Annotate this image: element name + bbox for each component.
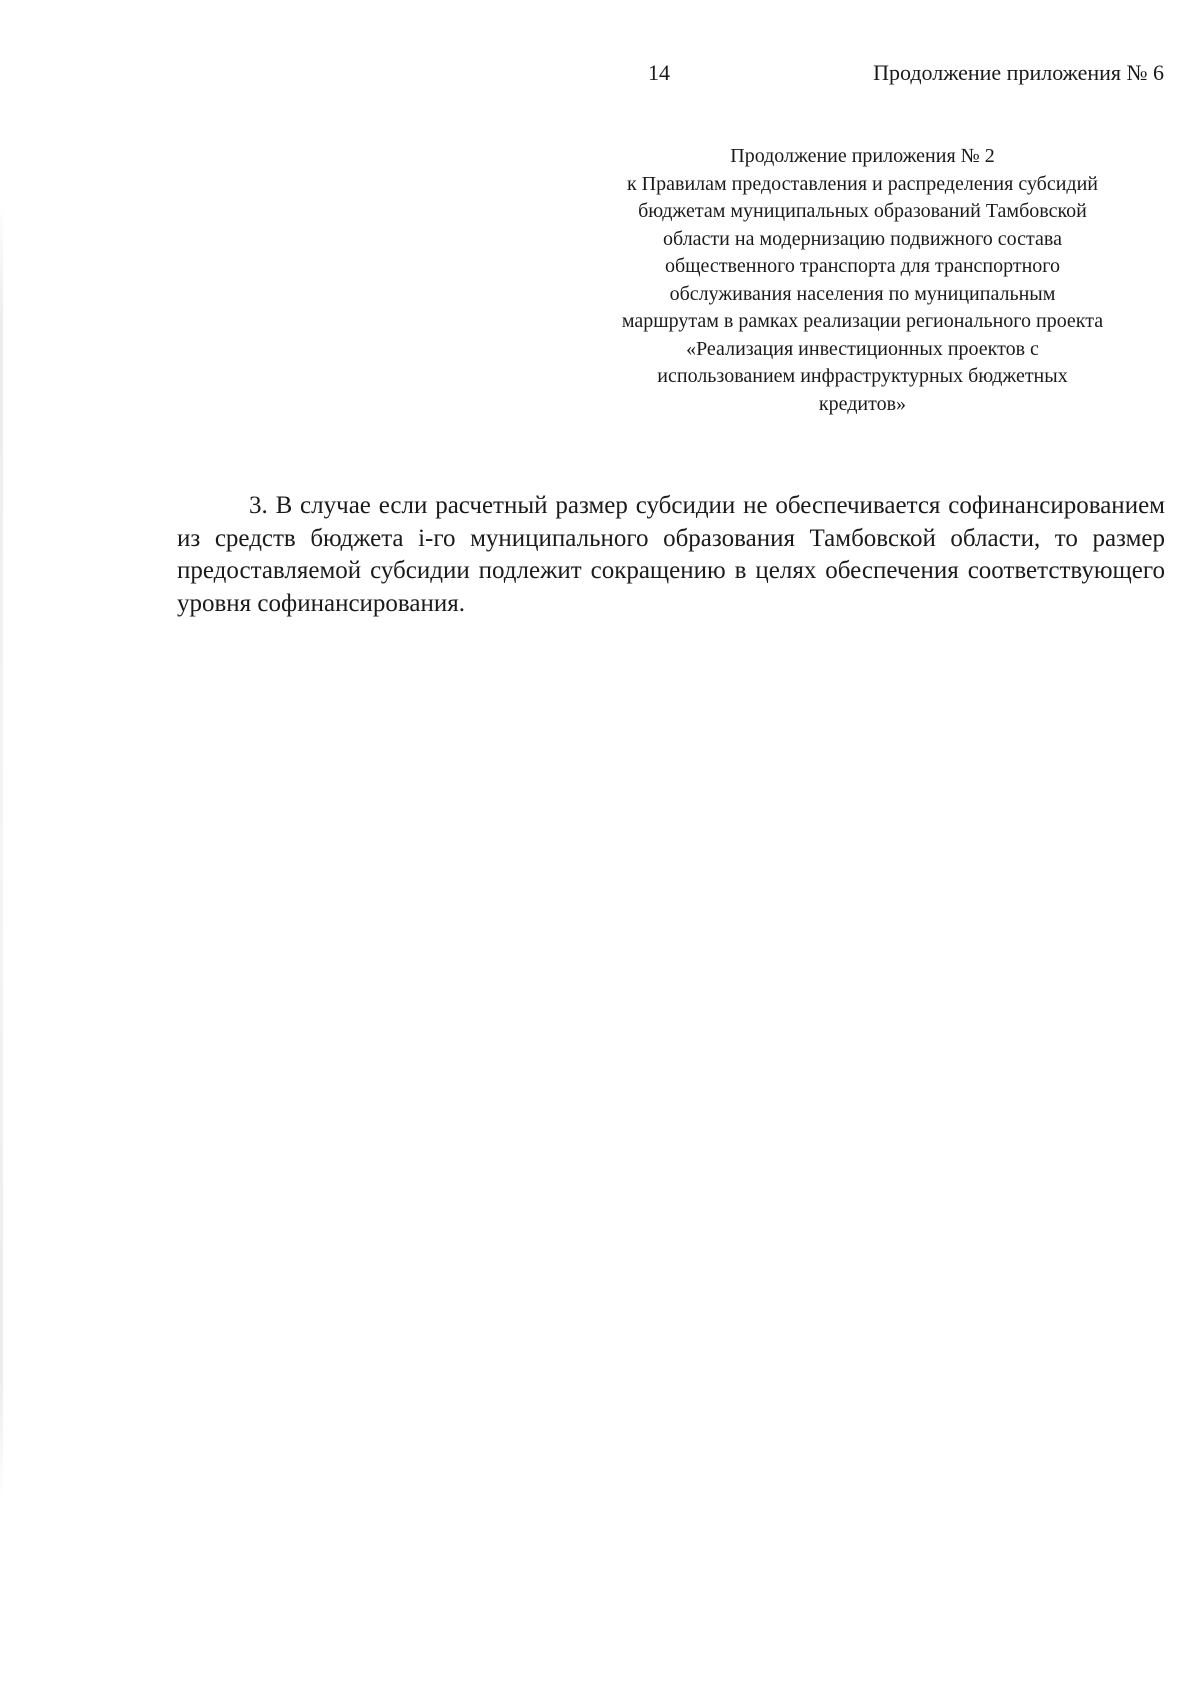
appendix-line: «Реализация инвестиционных проектов с: [686, 337, 1039, 360]
appendix-line: использованием инфраструктурных бюджетных: [657, 365, 1068, 387]
appendix-line: обслуживания населения по муниципальным: [669, 282, 1056, 305]
page-number: 14: [648, 60, 670, 85]
body-paragraph: 3. В случае если расчетный размер субсидии не обеспечивается софинансированием из средств бюджета i-го муниципального образования Тамбовской области, то размер предоставляемой субсидии подлежит сокращению в целях обеспечения соответствующего уровня софинансирования.: [177, 492, 1165, 617]
running-header: Продолжение приложения № 6: [873, 60, 1164, 85]
appendix-line: кредитов»: [818, 392, 907, 415]
appendix-line: общественного транспорта для транспортного: [664, 255, 1060, 277]
appendix-line: к Правилам предоставления и распределения субсидий: [626, 172, 1099, 195]
appendix-line: области на модернизацию подвижного состава: [663, 227, 1062, 250]
appendix-line: маршрутам в рамках реализации регионального проекта: [621, 310, 1104, 332]
scan-edge-shadow: [0, 200, 3, 1500]
appendix-line: Продолжение приложения № 2: [730, 145, 995, 167]
appendix-reference-block: [560, 143, 1165, 418]
appendix-line: бюджетам муниципальных образований Тамбовской: [638, 200, 1087, 222]
